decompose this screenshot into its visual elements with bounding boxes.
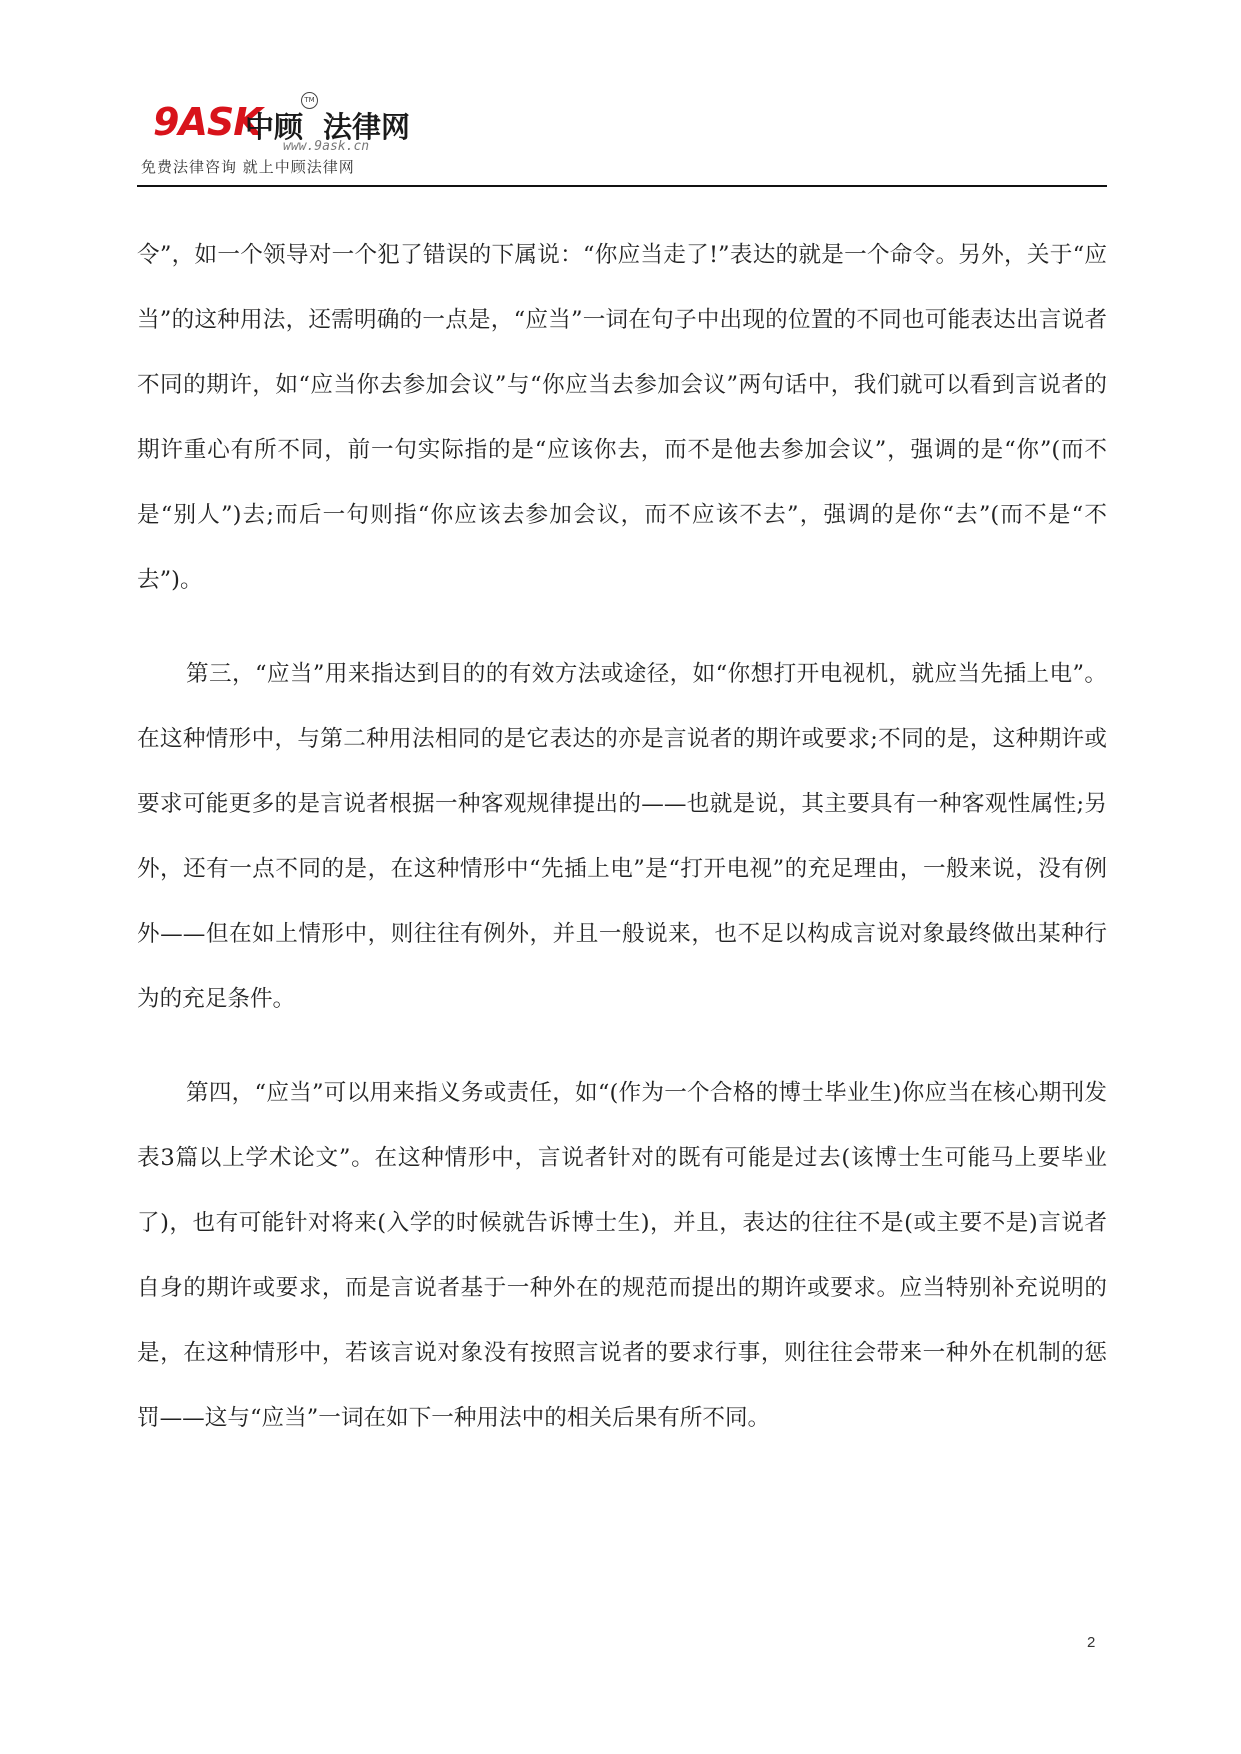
site-url: www.9ask.cn [283,139,370,154]
paragraph-third-usage: 第三，“应当”用来指达到目的的有效方法或途径，如“你想打开电视机，就应当先插上电”。在这种情形中，与第二种用法相同的是它表达的亦是言说者的期许或要求;不同的是，这种期许或要求可能更多的是言说者根据一种客观规律提出的——也就是说，其主要具有一种客观性属性;另外，还有一点不同的是，在这种情形中“先插上电”是“打开电视”的充足理由，一般来说，没有例外——但在如上情形中，则往往有例外，并且一般说来，也不足以构成言说对象最终做出某种行为的充足条件。 [137,661,1107,1012]
logo-brand-name: 中顾 [245,110,304,144]
paragraph-continued: 令”，如一个领导对一个犯了错误的下属说：“你应当走了!”表达的就是一个命令。另外，关于“应当”的这种用法，还需明确的一点是，“应当”一词在句子中出现的位置的不同也可能表达出言说者不同的期许，如“应当你去参加会议”与“你应当去参加会议”两句话中，我们就可以看到言说者的期许重心有所不同，前一句实际指的是“应该你去，而不是他去参加会议”，强调的是“你”(而不是“别人”)去;而后一句则指“你应该去参加会议，而不应该不去”，强调的是你“去”(而不是“不去”)。 [137,242,1107,593]
page-number: 2 [1087,1634,1096,1651]
logo-site-name: 法律网 [323,110,411,144]
paragraph-fourth-usage: 第四，“应当”可以用来指义务或责任，如“(作为一个合格的博士毕业生)你应当在核心期刊发表3篇以上学术论文”。在这种情形中，言说者针对的既有可能是过去(该博士生可能马上要毕业了)，也有可能针对将来(入学的时候就告诉博士生)，并且，表达的往往不是(或主要不是)言说者自身的期许或要求，而是言说者基于一种外在的规范而提出的期许或要求。应当特别补充说明的是，在这种情形中，若该言说对象没有按照言说者的要求行事，则往往会带来一种外在机制的惩罚——这与“应当”一词在如下一种用法中的相关后果有所不同。 [137,1080,1107,1431]
header-divider [137,185,1107,187]
page-header [137,92,1107,188]
trademark-icon: TM [301,92,318,109]
header-slogan: 免费法律咨询 就上中顾法律网 [141,158,355,176]
logo-mark: 9ASK [153,100,262,144]
document-body [137,223,1107,1451]
